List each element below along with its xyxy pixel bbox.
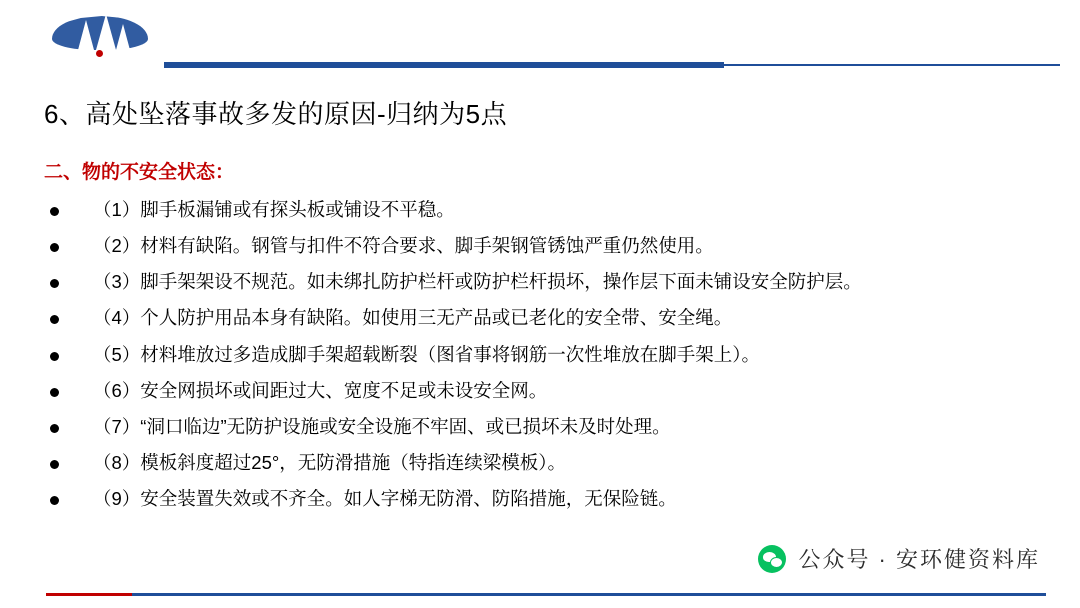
list-item-text: （6）安全网损坏或间距过大、宽度不足或未设安全网。	[93, 379, 548, 401]
list-item	[0, 487, 1080, 510]
list-item-text: （5）材料堆放过多造成脚手架超载断裂（图省事将钢筋一次性堆放在脚手架上）。	[93, 343, 761, 365]
watermark	[758, 543, 1040, 574]
list-item	[0, 343, 1080, 366]
slide-content	[0, 80, 1080, 523]
list-item-text: （1）脚手板漏铺或有探头板或铺设不平稳。	[93, 199, 455, 220]
bullet-dot-icon	[50, 352, 59, 361]
logo-red-dot	[96, 50, 103, 57]
list-item-text: （8）模板斜度超过25°，无防滑措施（特指连续梁模板）。	[93, 451, 567, 473]
list-item-text: （2）材料有缺陷。钢管与扣件不符合要求、脚手架钢管锈蚀严重仍然使用。	[93, 235, 714, 257]
list-item-text: （7）“洞口临边”无防护设施或安全设施不牢固、或已损坏未及时处理。	[93, 415, 671, 437]
page-title: 6、高处坠落事故多发的原因-归纳为5点	[44, 99, 508, 129]
list-item	[0, 415, 1080, 438]
header-rule-thin	[724, 64, 1060, 66]
header-rule-thick	[164, 62, 724, 68]
bullet-dot-icon	[50, 279, 59, 288]
list-item-text: （9）安全装置失效或不齐全。如人字梯无防滑、防陷措施，无保险链。	[93, 488, 677, 509]
mountain-logo	[52, 8, 148, 54]
section-heading: 二、物的不安全状态：	[44, 162, 235, 183]
list-item-text: （4）个人防护用品本身有缺陷。如使用三无产品或已老化的安全带、安全绳。	[93, 307, 733, 329]
bullet-dot-icon	[50, 315, 59, 324]
list-item	[0, 306, 1080, 329]
bullet-dot-icon	[50, 388, 59, 397]
slide-header	[0, 0, 1080, 80]
list-item	[0, 198, 1080, 221]
footer-rule	[46, 593, 1046, 596]
wechat-icon	[758, 545, 786, 573]
bullet-dot-icon	[50, 460, 59, 469]
list-item	[0, 451, 1080, 474]
bullet-dot-icon	[50, 243, 59, 252]
slide-footer	[0, 516, 1080, 608]
list-item	[0, 379, 1080, 402]
watermark-text: 公众号 · 安环健资料库	[798, 547, 1040, 572]
list-item	[0, 270, 1080, 293]
bullet-dot-icon	[50, 496, 59, 505]
bullet-dot-icon	[50, 424, 59, 433]
list-item-text: （3）脚手架架设不规范。如未绑扎防护栏杆或防护栏杆损坏，操作层下面未铺设安全防护层。	[93, 271, 862, 293]
bullet-dot-icon	[50, 207, 59, 216]
bullet-list	[0, 198, 1080, 510]
list-item	[0, 234, 1080, 257]
